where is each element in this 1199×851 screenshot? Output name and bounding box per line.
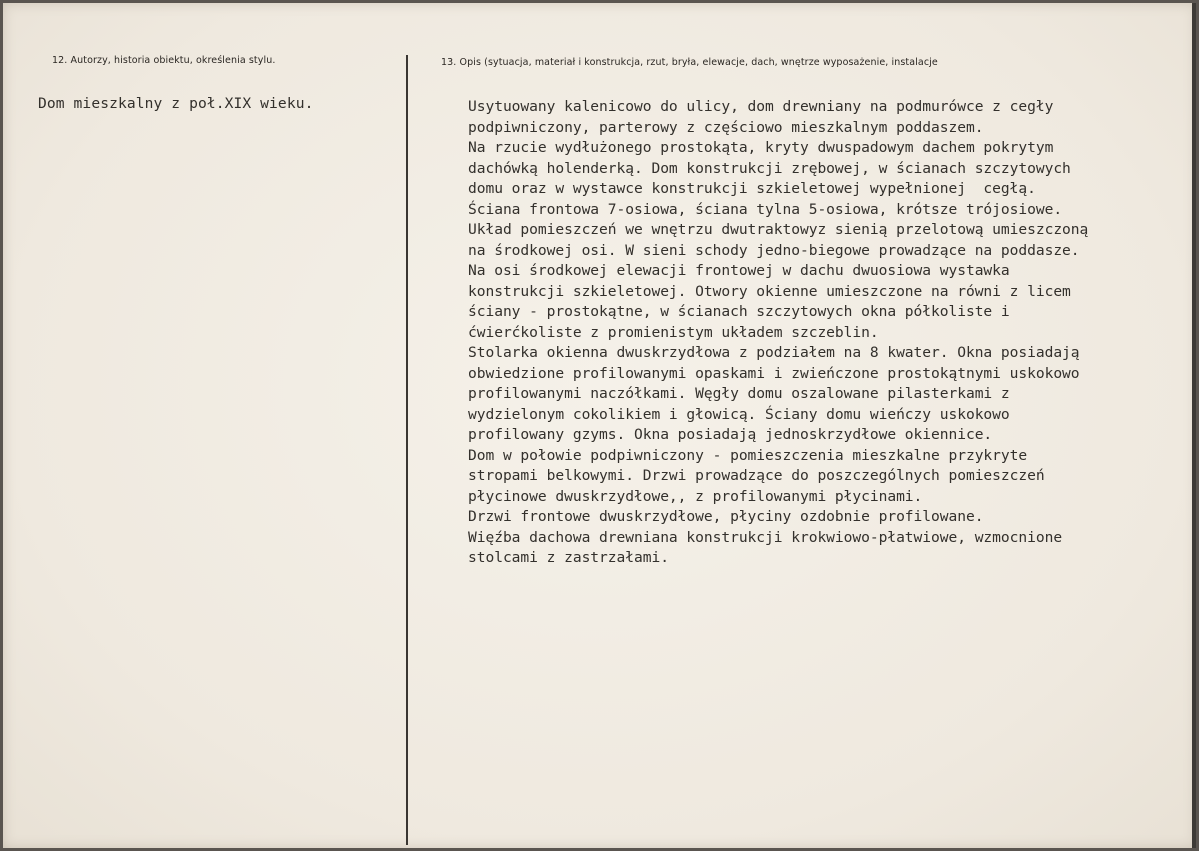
description-line: stropami belkowymi. Drzwi prowadzące do poszczególnych pomieszczeń — [468, 467, 1045, 484]
field-12-header: 12. Autorzy, historia obiektu, określenia stylu. — [52, 55, 276, 66]
description-line: Na rzucie wydłużonego prostokąta, kryty dwuspadowym dachem pokrytym — [468, 139, 1054, 156]
description-line: Usytuowany kalenicowo do ulicy, dom drewniany na podmurówce z cegły — [468, 98, 1054, 115]
description-line: konstrukcji szkieletowej. Otwory okienne umieszczone na równi z licem — [468, 282, 1071, 300]
description-line: profilowanymi naczółkami. Węgły domu oszalowane pilasterkami z — [468, 385, 1010, 402]
description-line: wydzielonym cokolikiem i głowicą. Ściany domu wieńczy uskokowo — [468, 405, 1010, 423]
description-line: Ściana frontowa 7-osiowa, ściana tylna 5-osiowa, krótsze trójosiowe. — [468, 200, 1063, 218]
description-line: na środkowej osi. W sieni schody jedno-biegowe prowadzące na poddasze. — [468, 241, 1080, 259]
description-line: Drzwi frontowe dwuskrzydłowe, płyciny ozdobnie profilowane. — [468, 508, 984, 525]
description-line: profilowany gzyms. Okna posiadają jednoskrzydłowe okiennice. — [468, 426, 993, 443]
description-line: płycinowe dwuskrzydłowe,, z profilowanymi płycinami. — [468, 487, 923, 505]
field-13-description — [468, 97, 1088, 569]
description-line: Stolarka okienna dwuskrzydłowa z podziałem na 8 kwater. Okna posiadają — [468, 344, 1080, 361]
card-edge — [1192, 3, 1196, 848]
record-card — [3, 3, 1196, 848]
field-12-value: Dom mieszkalny z poł.XIX wieku. — [38, 95, 314, 112]
description-line: dachówką holenderką. Dom konstrukcji zrębowej, w ścianach szczytowych — [468, 159, 1071, 177]
description-line: obwiedzione profilowanymi opaskami i zwieńczone prostokątnymi uskokowo — [468, 364, 1080, 382]
description-line: stolcami z zastrzałami. — [468, 549, 669, 566]
field-13-header: 13. Opis (sytuacja, materiał i konstrukcja, rzut, bryła, elewacje, dach, wnętrze wyposażenie, instalacje — [441, 57, 938, 68]
description-line: Więźba dachowa drewniana konstrukcji krokwiowo-płatwiowe, wzmocnione — [468, 528, 1063, 546]
description-line: Na osi środkowej elewacji frontowej w dachu dwuosiowa wystawka — [468, 262, 1010, 279]
description-line: Układ pomieszczeń we wnętrzu dwutraktowyz sienią przelotową umieszczoną — [468, 221, 1089, 238]
column-divider — [406, 55, 408, 845]
description-line: ściany - prostokątne, w ścianach szczytowych okna półkoliste i — [468, 303, 1010, 320]
description-line: domu oraz w wystawce konstrukcji szkieletowej wypełnionej cegłą. — [468, 180, 1036, 197]
description-line: ćwierćkoliste z promienistym układem szczeblin. — [468, 323, 879, 341]
description-line: podpiwniczony, parterowy z częściowo mieszkalnym poddaszem. — [468, 118, 984, 136]
description-line: Dom w połowie podpiwniczony - pomieszczenia mieszkalne przykryte — [468, 446, 1028, 464]
